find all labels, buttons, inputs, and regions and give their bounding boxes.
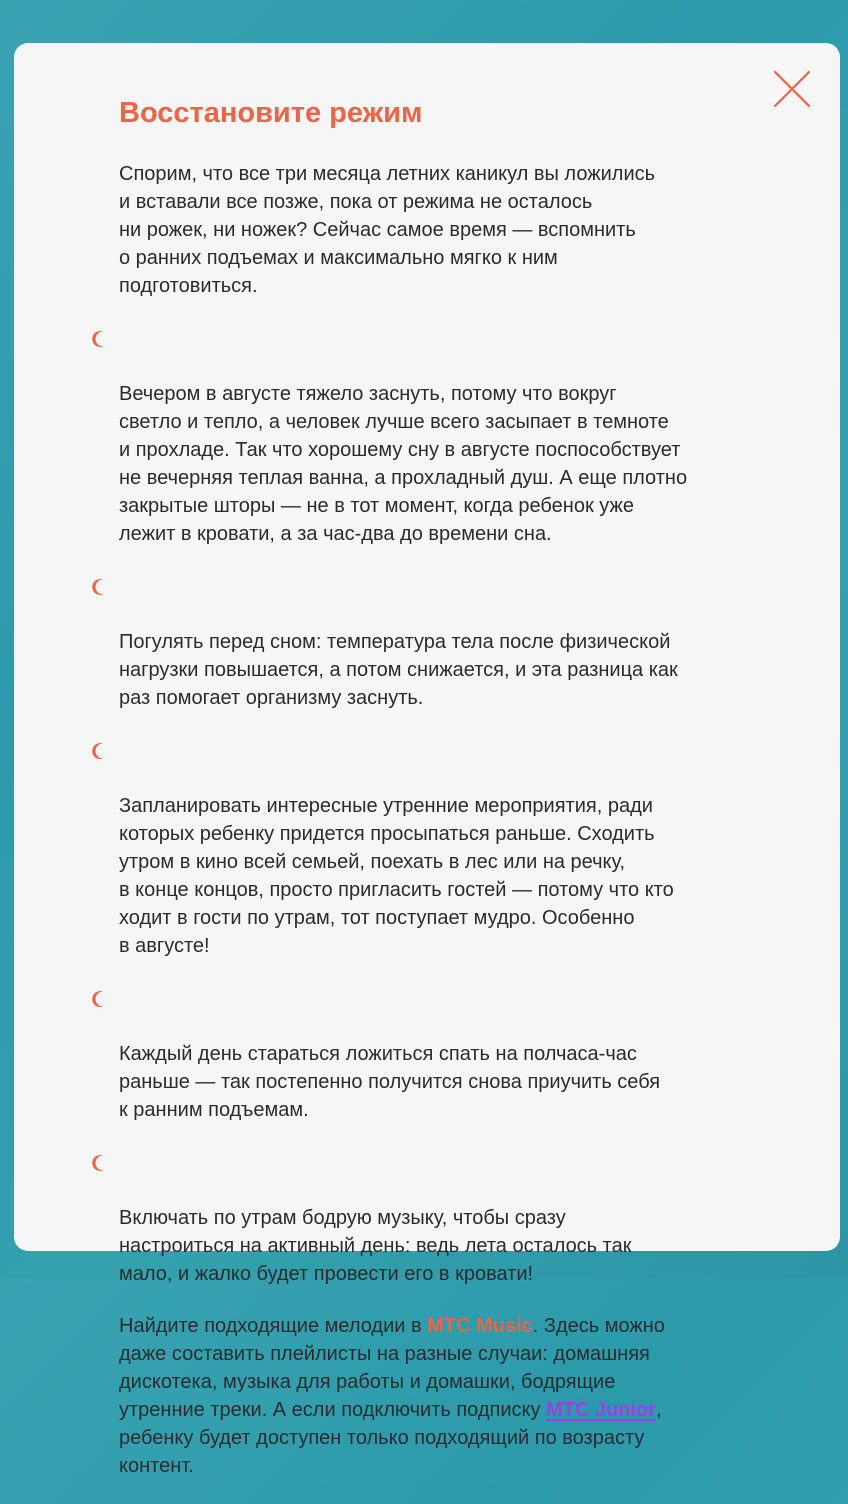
tip-text: Запланировать интересные утренние мероприятия, ради которых ребенку придется просыпаться раньше. Сходить утром в кино всей семьей, поехать в лес или на речку, в конце концов, просто пригласить гостей — потому что кто ходит в гости по утрам, тот поступает мудро. Особенно в августе! [119,795,674,957]
intro-text: Спорим, что все три месяца летних каникул вы ложились и вставали все позже, пока от режима не осталось ни рожек, ни ножек? Сейчас самое время — вспомнить о ранних подъемах и максимально мягко к ним подготовиться. [119,163,656,297]
close-icon[interactable] [773,70,811,108]
tip-item [119,736,739,960]
outro-text [119,1312,739,1480]
moon-icon [92,1154,110,1172]
mts-junior-link[interactable]: МТС Junior [546,1399,657,1421]
outro-part3: , ребенку будет доступен только подходящий по возрасту контент. [119,1399,662,1477]
tip-text: Каждый день стараться ложиться спать на полчаса-час раньше — так постепенно получится снова приучить себя к ранним подъемам. [119,1043,661,1121]
close-button[interactable] [773,70,811,108]
modal-dialog [14,43,840,1477]
tip-item [119,984,739,1124]
tip-item [119,324,739,548]
tip-item [119,1148,739,1288]
tip-item [119,572,739,712]
outro-part1: Найдите подходящие мелодии в [119,1315,428,1337]
modal-title: Восстановите режим [119,97,423,129]
tip-text: Вечером в августе тяжело заснуть, потому что вокруг светло и тепло, а человек лучше всего засыпает в темноте и прохладе. Так что хорошему сну в августе поспособствует не вечерняя теплая ванна, а прохладный душ. А еще плотно закрытые шторы — не в тот момент, когда ребенок уже лежит в кровати, а за час-два до времени сна. [119,383,688,545]
mts-music-link[interactable]: МТС Music [427,1315,533,1337]
moon-icon [92,578,110,596]
moon-icon [92,330,110,348]
outro-part2: . Здесь можно даже составить плейлисты на разные случаи: домашняя дискотека, музыка для работы и домашки, бодрящие утренние треки. А если подключить подписку [119,1315,665,1421]
moon-icon [92,990,110,1008]
tip-text: Погулять перед сном: температура тела после физической нагрузки повышается, а потом снижается, и эта разница как раз помогает организму заснуть. [119,631,678,709]
tip-text: Включать по утрам бодрую музыку, чтобы сразу настроиться на активный день: ведь лета осталось так мало, и жалко будет провести его в кровати! [119,1207,632,1285]
modal-content [119,93,739,1504]
moon-icon [92,742,110,760]
